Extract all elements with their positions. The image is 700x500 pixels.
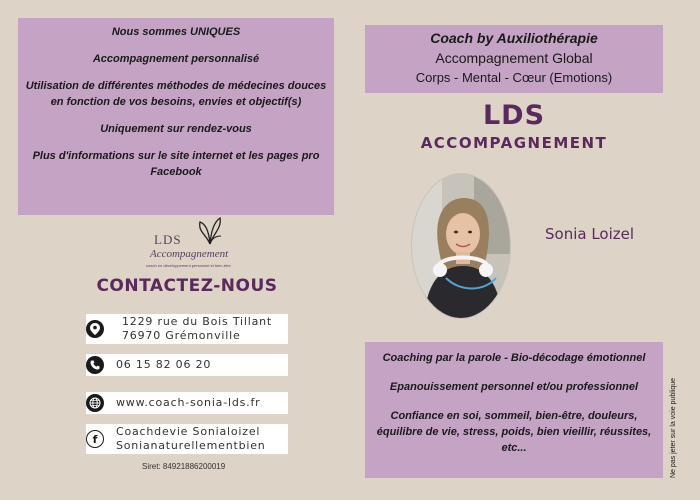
info-methods: Utilisation de différentes méthodes de médecines douces en fonction de vos besoins, envies et objectif(s) [25,80,327,108]
brand-name: LDS [482,100,546,131]
logo-subtext: Accompagnement [150,248,229,260]
litter-notice: Ne pas jeter sur la voie publique [670,377,677,478]
siret-number: Siret: 84921886200019 [142,462,226,471]
brand-subtitle: ACCOMPAGNEMENT [420,134,608,152]
service-coaching: Coaching par la parole - Bio-décodage émotionnel [382,352,646,364]
services-panel [365,342,663,478]
portrait-photo [411,173,511,319]
lds-logo [140,216,240,274]
phone-icon [86,356,104,374]
butterfly-icon [196,216,224,246]
logo-tagline: coach en développement personnel et bien-être [146,263,231,268]
service-topics: Confiance en soi, sommeil, bien-être, douleurs, équilibre de vie, stress, poids, bien vieillir, réussites, etc... [376,410,652,454]
info-appointment: Uniquement sur rendez-vous [100,123,252,135]
info-panel [18,18,334,215]
facebook-page-1[interactable]: Coachdevie Sonialoizel [116,425,261,438]
facebook-page-2[interactable]: Sonianaturellementbien [116,439,266,452]
header-title: Coach by Auxiliothérapie [430,30,598,46]
info-personalized: Accompagnement personnalisé [92,53,260,65]
header-subtitle: Accompagnement Global [435,50,593,66]
website-box [86,392,288,414]
location-icon [86,320,104,338]
phone-number[interactable]: 06 15 82 06 20 [116,358,212,371]
contact-title: CONTACTEZ-NOUS [96,276,278,296]
logo-text: LDS [154,232,182,247]
info-unique: Nous sommes UNIQUES [111,26,241,38]
header-tagline: Corps - Mental - Cœur (Emotions) [415,70,613,85]
info-more: Plus d'informations sur le site internet et les pages pro Facebook [32,150,320,178]
service-development: Epanouissement personnel et/ou professionnel [389,381,639,393]
website-link[interactable]: www.coach-sonia-lds.fr [116,396,261,409]
address-line1: 1229 rue du Bois Tillant [122,315,273,328]
address-box [86,314,288,344]
facebook-box [86,424,288,454]
address-line2: 76970 Grémonville [122,329,241,342]
coach-name: Sonia Loizel [545,225,635,243]
phone-box [86,354,288,376]
header-panel [365,25,663,93]
facebook-icon: f [86,430,104,448]
globe-icon [86,394,104,412]
